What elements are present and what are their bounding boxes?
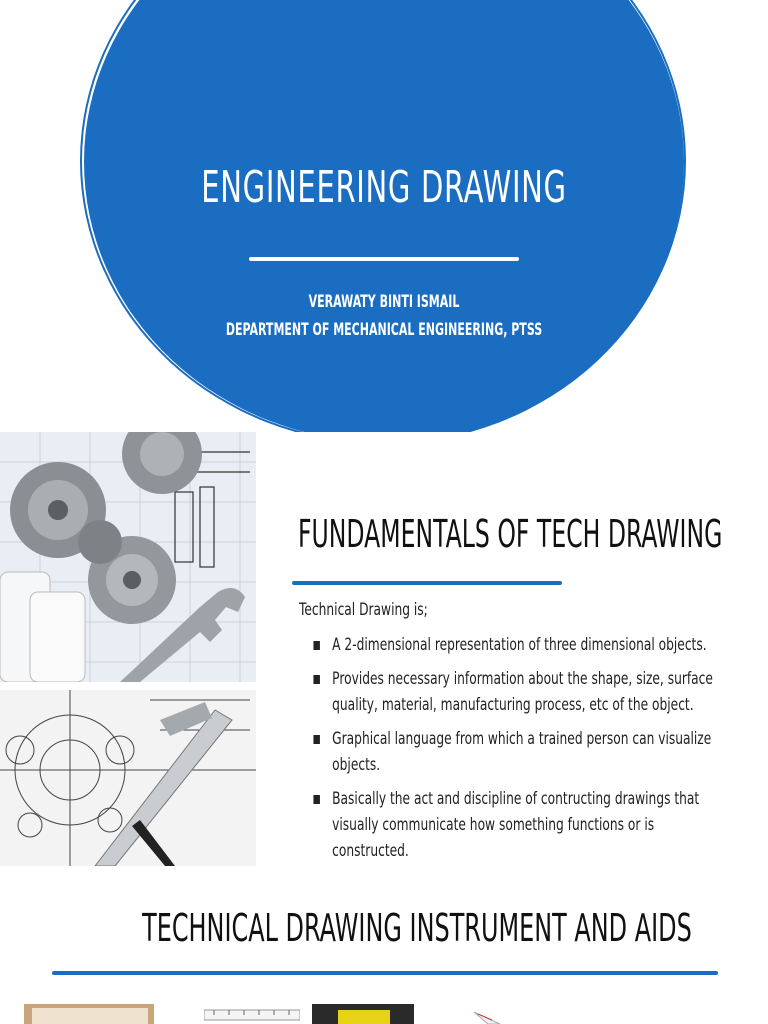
department-name: DEPARTMENT OF MECHANICAL ENGINEERING, PTSS [225, 320, 543, 340]
title-circle-outline [80, 0, 686, 432]
author-name: VERAWATY BINTI ISMAIL [308, 292, 460, 312]
paper-photo [470, 1004, 520, 1024]
gears-photo [0, 432, 256, 682]
title-slide [0, 0, 768, 432]
title-underline [249, 257, 519, 261]
ruler-photo [204, 1004, 300, 1024]
instruments-underline [52, 971, 718, 975]
instruments-heading: TECHNICAL DRAWING INSTRUMENT AND AIDS [142, 906, 692, 950]
intro-text: Technical Drawing is; [299, 600, 428, 620]
bullet-item: Basically the act and discipline of contructing drawings that visually communicate how something functions or is constructed. [312, 786, 715, 864]
section-heading: FUNDAMENTALS OF TECH DRAWING [298, 512, 723, 556]
heading-underline [292, 581, 562, 585]
drawing-board-photo [24, 1004, 154, 1024]
caliper-photo [0, 690, 256, 866]
bullet-item: Graphical language from which a trained person can visualize objects. [312, 726, 715, 778]
bullet-item: A 2-dimensional representation of three dimensional objects. [312, 632, 715, 658]
folder-photo [312, 1004, 414, 1024]
bullet-item: Provides necessary information about the shape, size, surface quality, material, manufacturing process, etc of the object. [312, 666, 715, 718]
bullet-list [312, 632, 715, 872]
slide-title: ENGINEERING DRAWING [201, 162, 567, 213]
